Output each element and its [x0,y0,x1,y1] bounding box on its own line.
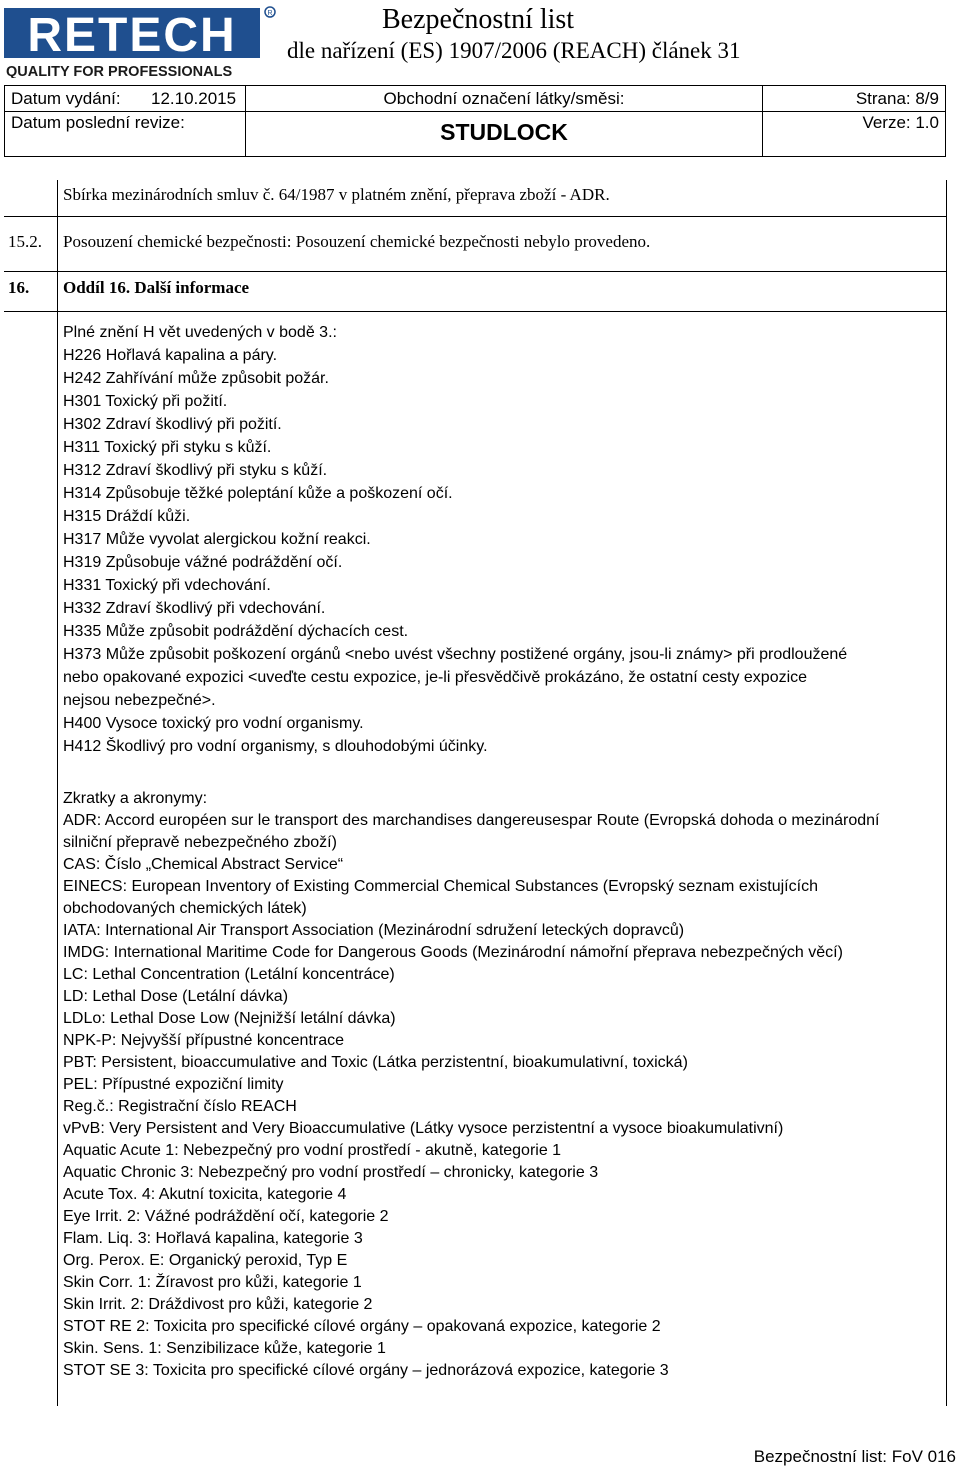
abbreviation-line: Reg.č.: Registrační číslo REACH [63,1098,297,1115]
abbreviation-line: LDLo: Lethal Dose Low (Nejnižší letální dávka) [63,1010,396,1027]
h-statement-line: H317 Může vyvolat alergickou kožní reakci. [63,531,371,548]
abbreviation-line: Skin Irrit. 2: Dráždivost pro kůži, kategorie 2 [63,1296,373,1313]
h-statement-line: H332 Zdraví škodlivý při vdechování. [63,600,326,617]
abbreviation-line: PEL: Přípustné expoziční limity [63,1076,284,1093]
retech-logo-graphic [4,4,276,78]
page-number: Strana: 8/9 [763,86,946,112]
h-statement-line: H412 Škodlivý pro vodní organismy, s dlouhodobými účinky. [63,738,488,755]
h-statement-line: H400 Vysoce toxický pro vodní organismy. [63,715,364,732]
abbreviation-line: NPK-P: Nejvyšší přípustné koncentrace [63,1032,345,1049]
version-label: Verze: 1.0 [763,112,946,157]
section-15-2-number: 15.2. [8,232,42,251]
document-title: Bezpečnostní list [382,4,575,35]
issue-date-cell [5,86,246,112]
abbreviation-line: CAS: Číslo „Chemical Abstract Service“ [63,856,344,873]
h-statement-line: H242 Zahřívání může způsobit požár. [63,370,329,387]
h-statement-line: H226 Hořlavá kapalina a páry. [63,347,278,364]
abbreviation-line: Org. Perox. E: Organický peroxid, Typ E [63,1252,348,1269]
h-statement-line: H314 Způsobuje těžké poleptání kůže a poškození očí. [63,485,453,502]
h-statement-line: H335 Může způsobit podráždění dýchacích cest. [63,623,409,640]
h-statement-line: nejsou nebezpečné>. [63,692,216,709]
h-statement-line: H312 Zdraví škodlivý při styku s kůží. [63,462,328,479]
abbreviation-line: STOT SE 3: Toxicita pro specifické cílové orgány – jednorázová expozice, kategorie 3 [63,1362,669,1379]
h-statement-line: H311 Toxický při styku s kůží. [63,439,272,456]
abbreviation-line: LD: Lethal Dose (Letální dávka) [63,988,289,1005]
product-name-cell [246,112,763,157]
header-info-table [4,85,946,157]
abbreviation-line: silniční přepravě nebezpečného zboží) [63,834,337,851]
revision-date-label: Datum poslední revize: [5,112,246,157]
footer-text: Bezpečnostní list: FoV 016 [753,1447,956,1466]
section-16-number: 16. [8,278,30,297]
abbreviation-line: Eye Irrit. 2: Vážné podráždění očí, kategorie 2 [63,1208,389,1225]
content-right-border [946,180,947,1406]
abbreviation-line: vPvB: Very Persistent and Very Bioaccumulative (Látky vysoce perzistentní a vysoce bioakumulativní) [63,1120,784,1137]
section-16-title: Oddíl 16. Další informace [63,278,250,297]
abbreviation-line: Skin. Sens. 1: Senzibilizace kůže, kategorie 1 [63,1340,386,1357]
content-left-border [57,180,58,1406]
section-15-2-text: Posouzení chemické bezpečnosti: Posouzení chemické bezpečnosti nebylo provedeno. [63,232,651,251]
h-statement-line: nebo opakované expozici <uveďte cestu expozice, je-li přesvědčivě prokázáno, že ostatní cesty expozice [63,669,808,686]
h-statement-line: H319 Způsobuje vážné podráždění očí. [63,554,343,571]
abbreviations-title: Zkratky a akronymy: [63,790,208,807]
abbreviation-line: IATA: International Air Transport Association (Mezinárodní sdružení leteckých dopravců) [63,922,685,939]
abbreviation-line: Aquatic Acute 1: Nebezpečný pro vodní prostředí - akutně, kategorie 1 [63,1142,562,1159]
section-divider [4,311,947,312]
abbreviation-line: ADR: Accord européen sur le transport des marchandises dangereusespar Route (Evropská dohoda o mezinárodní [63,812,880,829]
document-subtitle: dle nařízení (ES) 1907/2006 (REACH) článek 31 [287,38,741,63]
abbreviation-line: IMDG: International Maritime Code for Dangerous Goods (Mezinárodní námořní přeprava nebezpečných věcí) [63,944,843,961]
abbreviation-line: Aquatic Chronic 3: Nebezpečný pro vodní prostředí – chronicky, kategorie 3 [63,1164,599,1181]
legal-reference-text: Sbírka mezinárodních smluv č. 64/1987 v platném znění, přeprava zboží - ADR. [63,185,610,204]
logo-wordmark: RETECH [27,9,237,62]
h-statement-line: H302 Zdraví škodlivý při požití. [63,416,282,433]
h-statements-intro: Plné znění H vět uvedených v bodě 3.: [63,324,337,341]
h-statement-line: H373 Může způsobit poškození orgánů <nebo uvést všechny postižené orgány, jsou-li známy> při prodloužené [63,646,848,663]
issue-date-value: 12.10.2015 [151,89,237,108]
section-divider [4,271,947,272]
company-logo [4,4,276,78]
h-statement-line: H331 Toxický při vdechování. [63,577,271,594]
h-statement-line: H315 Dráždí kůži. [63,508,191,525]
abbreviation-line: LC: Lethal Concentration (Letální koncentráce) [63,966,395,983]
abbreviation-line: Acute Tox. 4: Akutní toxicita, kategorie 4 [63,1186,347,1203]
abbreviation-line: EINECS: European Inventory of Existing Commercial Chemical Substances (Evropský seznam existujících [63,878,818,895]
abbreviation-line: Skin Corr. 1: Žíravost pro kůži, kategorie 1 [63,1274,362,1291]
product-name: STUDLOCK [440,119,568,145]
abbreviation-line: obchodovaných chemických látek) [63,900,307,917]
trade-name-label: Obchodní označení látky/směsi: [246,86,763,112]
h-statement-line: H301 Toxický při požití. [63,393,228,410]
issue-date-label: Datum vydání: [11,89,121,108]
abbreviation-line: STOT RE 2: Toxicita pro specifické cílové orgány – opakovaná expozice, kategorie 2 [63,1318,661,1335]
abbreviation-line: PBT: Persistent, bioaccumulative and Toxic (Látka perzistentní, bioakumulativní, toxická) [63,1054,688,1071]
abbreviation-line: Flam. Liq. 3: Hořlavá kapalina, kategorie 3 [63,1230,363,1247]
logo-tagline: QUALITY FOR PROFESSIONALS [6,64,233,78]
svg-text:R: R [267,10,273,17]
section-divider [4,216,947,217]
